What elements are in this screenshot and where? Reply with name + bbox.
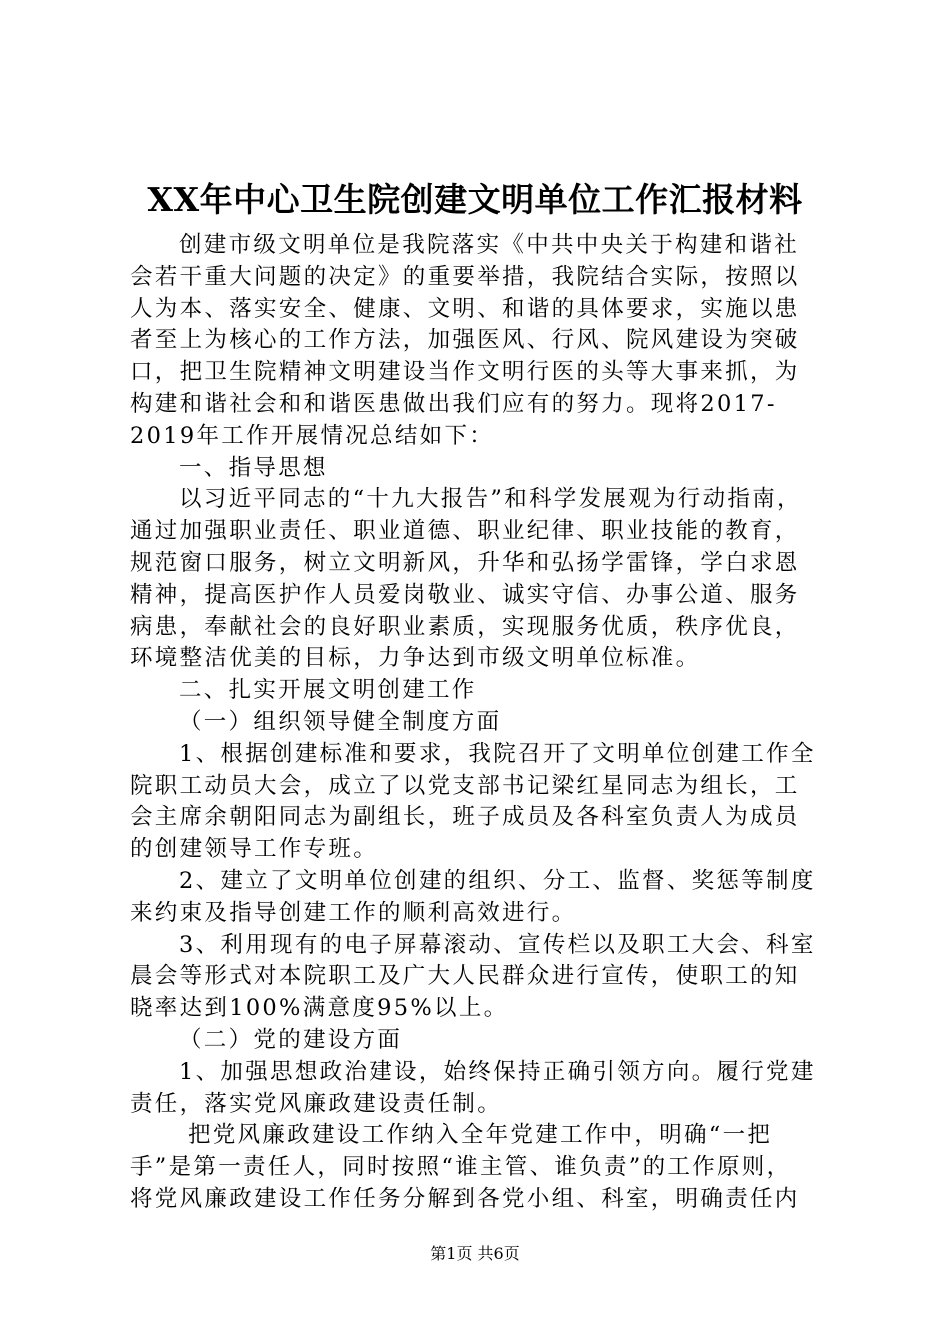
paragraph-line: 院职工动员大会，成立了以党支部书记梁红星同志为组长，工: [130, 772, 800, 799]
paragraph-line: 人为本、落实安全、健康、文明、和谐的具体要求，实施以患: [130, 295, 800, 322]
paragraph-line: 将党风廉政建设工作任务分解到各党小组、科室，明确责任内: [130, 1185, 800, 1212]
paragraph-line: 规范窗口服务，树立文明新风，升华和弘扬学雷锋，学白求恩: [130, 549, 800, 576]
paragraph-line: 1、根据创建标准和要求，我院召开了文明单位创建工作全: [179, 740, 816, 767]
paragraph-line: 晨会等形式对本院职工及广大人民群众进行宣传，使职工的知: [130, 963, 800, 990]
paragraph-line: 的创建领导工作专班。: [130, 836, 379, 863]
paragraph-line: 通过加强职业责任、职业道德、职业纪律、职业技能的教育，: [130, 518, 800, 545]
paragraph-line: 2、建立了文明单位创建的组织、分工、监督、奖惩等制度: [179, 867, 816, 894]
paragraph-line: 口，把卫生院精神文明建设当作文明行医的头等大事来抓，为: [130, 359, 800, 386]
paragraph-line: 者至上为核心的工作方法，加强医风、行风、院风建设为突破: [130, 327, 800, 354]
subsection-heading: （二）党的建设方面: [179, 1026, 403, 1053]
paragraph-line: 环境整洁优美的目标，力争达到市级文明单位标准。: [130, 645, 701, 672]
paragraph-line: 病患，奉献社会的良好职业素质，实现服务优质，秩序优良，: [130, 613, 800, 640]
paragraph-line: 构建和谐社会和和谐医患做出我们应有的努力。现将2017-: [130, 390, 777, 417]
section-heading: 一、指导思想: [179, 454, 328, 481]
subsection-heading: （一）组织领导健全制度方面: [179, 708, 502, 735]
document-title: XX年中心卫生院创建文明单位工作汇报材料: [147, 180, 803, 219]
paragraph-line: 晓率达到100%满意度95%以上。: [130, 995, 509, 1022]
paragraph-line: 1、加强思想政治建设，始终保持正确引领方向。履行党建: [179, 1058, 816, 1085]
section-heading: 二、扎实开展文明创建工作: [179, 677, 477, 704]
paragraph-line: 3、利用现有的电子屏幕滚动、宣传栏以及职工大会、科室: [179, 931, 816, 958]
paragraph-line: 会主席余朝阳同志为副组长，班子成员及各科室负责人为成员: [130, 804, 800, 831]
page-number-footer: 第1页 共6页: [430, 1244, 520, 1263]
paragraph-line: 责任，落实党风廉政建设责任制。: [130, 1090, 503, 1117]
paragraph-line: 手”是第一责任人，同时按照“谁主管、谁负责”的工作原则，: [130, 1154, 792, 1181]
document-body: [130, 230, 834, 1216]
paragraph-line: 会若干重大问题的决定》的重要举措，我院结合实际，按照以: [130, 263, 800, 290]
paragraph-line: 把党风廉政建设工作纳入全年党建工作中，明确“一把: [188, 1122, 773, 1149]
paragraph-line: 以习近平同志的“十九大报告”和科学发展观为行动指南，: [179, 486, 802, 513]
paragraph-line: 创建市级文明单位是我院落实《中共中央关于构建和谐社: [179, 232, 800, 258]
paragraph-line: 来约束及指导创建工作的顺利高效进行。: [130, 899, 577, 926]
paragraph-line: 精神，提高医护作人员爱岗敬业、诚实守信、办事公道、服务: [130, 581, 800, 608]
paragraph-line: 2019年工作开展情况总结如下：: [130, 422, 495, 449]
